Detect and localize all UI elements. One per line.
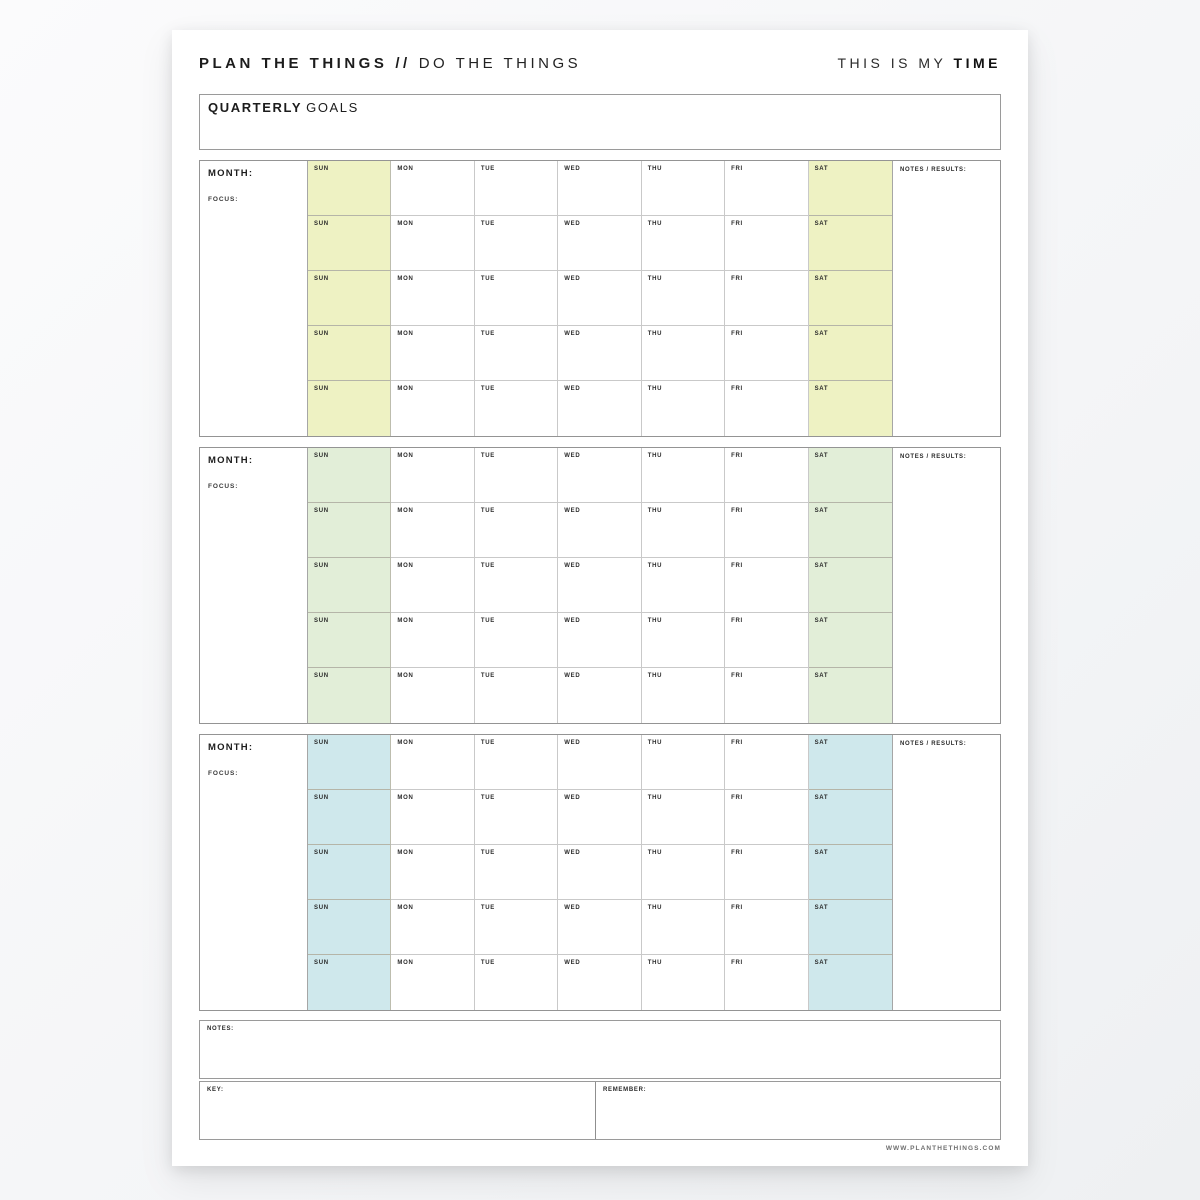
day-cell-mon-week-3	[391, 558, 474, 613]
day-cell-sat-week-4	[809, 326, 892, 381]
day-cell-mon-week-2	[391, 790, 474, 845]
day-label: THU	[647, 563, 663, 569]
day-cell-thu-week-3	[642, 271, 725, 326]
day-label: THU	[647, 795, 663, 801]
day-cell-mon-week-4	[391, 900, 474, 955]
month-section-2-green	[199, 447, 1001, 724]
notes-results-label: NOTES / RESULTS:	[900, 454, 967, 460]
day-label: SUN	[314, 221, 329, 227]
day-cell-fri-week-3	[725, 558, 808, 613]
day-cell-sun-week-5	[308, 381, 391, 436]
day-label: MON	[397, 331, 414, 337]
day-label: SAT	[814, 618, 829, 624]
week-grid	[308, 448, 892, 723]
day-label: SUN	[314, 508, 329, 514]
tagline	[838, 55, 1002, 71]
day-label: TUE	[480, 166, 495, 172]
day-cell-thu-week-4	[642, 900, 725, 955]
day-cell-sun-week-3	[308, 845, 391, 900]
day-label: WED	[564, 166, 581, 172]
day-label: SUN	[314, 795, 329, 801]
day-cell-sun-week-4	[308, 326, 391, 381]
day-cell-wed-week-4	[558, 326, 641, 381]
day-cell-tue-week-3	[475, 558, 558, 613]
day-label: WED	[564, 960, 581, 966]
day-label: WED	[564, 905, 581, 911]
day-label: MON	[397, 905, 414, 911]
day-cell-mon-week-2	[391, 503, 474, 558]
day-label: FRI	[731, 673, 743, 679]
day-label: THU	[647, 221, 663, 227]
day-cell-sat-week-2	[809, 790, 892, 845]
day-cell-fri-week-2	[725, 216, 808, 271]
day-cell-sun-week-5	[308, 955, 391, 1010]
day-cell-tue-week-5	[475, 381, 558, 436]
day-label: SUN	[314, 331, 329, 337]
day-label: SAT	[814, 386, 829, 392]
day-cell-thu-week-1	[642, 448, 725, 503]
day-label: WED	[564, 331, 581, 337]
day-cell-wed-week-2	[558, 216, 641, 271]
day-label: MON	[397, 563, 414, 569]
day-cell-thu-week-3	[642, 845, 725, 900]
day-label: FRI	[731, 166, 743, 172]
day-label: MON	[397, 221, 414, 227]
key-box	[200, 1082, 596, 1139]
day-cell-sat-week-1	[809, 448, 892, 503]
day-label: THU	[647, 740, 663, 746]
day-label: THU	[647, 276, 663, 282]
notes-results-column	[892, 448, 1000, 723]
tagline-light: THIS IS MY	[837, 55, 947, 71]
focus-label: FOCUS:	[208, 196, 239, 203]
quarterly-goals-label-light: GOALS	[306, 100, 359, 115]
day-cell-mon-week-5	[391, 668, 474, 723]
day-cell-mon-week-3	[391, 271, 474, 326]
day-label: FRI	[731, 563, 743, 569]
day-cell-sat-week-3	[809, 271, 892, 326]
day-cell-sat-week-5	[809, 955, 892, 1010]
day-cell-fri-week-5	[725, 668, 808, 723]
day-cell-wed-week-3	[558, 558, 641, 613]
day-cell-sun-week-2	[308, 790, 391, 845]
day-cell-tue-week-4	[475, 613, 558, 668]
day-label: FRI	[731, 795, 743, 801]
website-url: WWW.PLANTHETHINGS.COM	[885, 1145, 1001, 1152]
day-label: SAT	[814, 795, 829, 801]
planner-poster	[172, 30, 1028, 1166]
day-label: WED	[564, 386, 581, 392]
day-label: THU	[647, 673, 663, 679]
day-label: SAT	[814, 905, 829, 911]
month-sections	[199, 160, 1001, 1011]
day-label: MON	[397, 740, 414, 746]
day-label: THU	[647, 166, 663, 172]
day-cell-thu-week-1	[642, 735, 725, 790]
day-label: TUE	[480, 453, 495, 459]
remember-box	[596, 1082, 1000, 1139]
day-cell-thu-week-3	[642, 558, 725, 613]
day-cell-sat-week-1	[809, 161, 892, 216]
quarterly-goals-box	[199, 94, 1001, 150]
day-label: SAT	[814, 166, 829, 172]
notes-box	[199, 1020, 1001, 1079]
day-cell-sun-week-1	[308, 735, 391, 790]
day-cell-tue-week-4	[475, 900, 558, 955]
day-cell-mon-week-1	[391, 161, 474, 216]
day-cell-sun-week-3	[308, 271, 391, 326]
day-label: TUE	[480, 331, 495, 337]
day-label: SAT	[814, 331, 829, 337]
day-label: SAT	[814, 508, 829, 514]
day-cell-thu-week-1	[642, 161, 725, 216]
day-cell-tue-week-3	[475, 271, 558, 326]
day-label: TUE	[480, 508, 495, 514]
day-label: MON	[397, 453, 414, 459]
day-cell-sat-week-1	[809, 735, 892, 790]
day-cell-sun-week-5	[308, 668, 391, 723]
day-label: TUE	[480, 740, 495, 746]
key-remember-box	[199, 1081, 1001, 1140]
month-section-1-yellow	[199, 160, 1001, 437]
day-label: FRI	[731, 960, 743, 966]
day-label: SUN	[314, 960, 329, 966]
day-cell-wed-week-3	[558, 271, 641, 326]
day-label: SUN	[314, 905, 329, 911]
day-label: TUE	[480, 960, 495, 966]
day-cell-wed-week-5	[558, 668, 641, 723]
day-cell-thu-week-5	[642, 381, 725, 436]
day-label: THU	[647, 960, 663, 966]
day-cell-thu-week-5	[642, 955, 725, 1010]
day-cell-mon-week-3	[391, 845, 474, 900]
day-cell-tue-week-2	[475, 503, 558, 558]
day-cell-tue-week-4	[475, 326, 558, 381]
day-label: THU	[647, 618, 663, 624]
day-label: SUN	[314, 276, 329, 282]
day-label: WED	[564, 276, 581, 282]
day-label: SUN	[314, 673, 329, 679]
notes-results-label: NOTES / RESULTS:	[900, 167, 967, 173]
day-cell-fri-week-1	[725, 448, 808, 503]
day-cell-thu-week-4	[642, 326, 725, 381]
month-label: MONTH:	[208, 168, 254, 179]
focus-label: FOCUS:	[208, 770, 239, 777]
day-label: SUN	[314, 166, 329, 172]
day-label: WED	[564, 795, 581, 801]
day-cell-sun-week-4	[308, 900, 391, 955]
day-label: MON	[397, 795, 414, 801]
day-label: SUN	[314, 453, 329, 459]
day-cell-fri-week-5	[725, 381, 808, 436]
brand-title-light: DO THE THINGS	[418, 55, 582, 72]
day-cell-wed-week-5	[558, 381, 641, 436]
day-cell-sun-week-1	[308, 448, 391, 503]
day-cell-mon-week-4	[391, 326, 474, 381]
day-cell-tue-week-3	[475, 845, 558, 900]
day-label: MON	[397, 960, 414, 966]
day-cell-wed-week-1	[558, 735, 641, 790]
day-cell-mon-week-1	[391, 735, 474, 790]
day-cell-fri-week-3	[725, 845, 808, 900]
day-cell-fri-week-1	[725, 161, 808, 216]
month-label: MONTH:	[208, 455, 254, 466]
day-cell-fri-week-3	[725, 271, 808, 326]
day-label: SAT	[814, 850, 829, 856]
quarterly-goals-label	[208, 100, 992, 115]
week-grid	[308, 161, 892, 436]
day-label: MON	[397, 673, 414, 679]
day-label: SAT	[814, 960, 829, 966]
day-cell-sun-week-4	[308, 613, 391, 668]
day-cell-mon-week-5	[391, 381, 474, 436]
week-grid	[308, 735, 892, 1010]
day-label: WED	[564, 673, 581, 679]
day-label: WED	[564, 618, 581, 624]
quarterly-goals-label-bold: QUARTERLY	[208, 100, 303, 115]
day-cell-tue-week-2	[475, 216, 558, 271]
day-cell-mon-week-2	[391, 216, 474, 271]
day-cell-tue-week-2	[475, 790, 558, 845]
month-header-cell	[200, 735, 308, 1010]
day-cell-wed-week-5	[558, 955, 641, 1010]
day-cell-tue-week-5	[475, 668, 558, 723]
day-label: THU	[647, 453, 663, 459]
day-label: MON	[397, 850, 414, 856]
day-cell-thu-week-5	[642, 668, 725, 723]
day-label: SAT	[814, 453, 829, 459]
day-label: THU	[647, 905, 663, 911]
day-label: SUN	[314, 850, 329, 856]
day-label: TUE	[480, 673, 495, 679]
day-cell-sun-week-2	[308, 216, 391, 271]
day-label: SAT	[814, 740, 829, 746]
day-cell-tue-week-1	[475, 448, 558, 503]
focus-label: FOCUS:	[208, 483, 239, 490]
notes-results-column	[892, 161, 1000, 436]
day-cell-wed-week-2	[558, 790, 641, 845]
day-cell-sun-week-2	[308, 503, 391, 558]
day-cell-sat-week-3	[809, 845, 892, 900]
day-cell-wed-week-3	[558, 845, 641, 900]
day-label: MON	[397, 618, 414, 624]
day-cell-wed-week-4	[558, 613, 641, 668]
day-label: WED	[564, 740, 581, 746]
day-label: MON	[397, 386, 414, 392]
day-cell-fri-week-4	[725, 900, 808, 955]
brand-title	[199, 55, 581, 72]
day-label: FRI	[731, 740, 743, 746]
day-label: THU	[647, 386, 663, 392]
day-label: FRI	[731, 386, 743, 392]
day-cell-fri-week-2	[725, 503, 808, 558]
day-label: TUE	[480, 905, 495, 911]
day-label: FRI	[731, 276, 743, 282]
day-cell-mon-week-5	[391, 955, 474, 1010]
month-section-3-blue	[199, 734, 1001, 1011]
day-label: TUE	[480, 618, 495, 624]
month-header-cell	[200, 448, 308, 723]
day-label: WED	[564, 453, 581, 459]
day-cell-thu-week-2	[642, 503, 725, 558]
day-cell-sat-week-4	[809, 613, 892, 668]
day-cell-tue-week-1	[475, 735, 558, 790]
day-cell-mon-week-1	[391, 448, 474, 503]
day-cell-fri-week-2	[725, 790, 808, 845]
key-label: KEY:	[207, 1087, 224, 1093]
day-label: THU	[647, 508, 663, 514]
day-label: TUE	[480, 386, 495, 392]
day-label: FRI	[731, 453, 743, 459]
day-label: FRI	[731, 618, 743, 624]
day-label: TUE	[480, 795, 495, 801]
notes-label: NOTES:	[207, 1026, 234, 1032]
day-cell-wed-week-4	[558, 900, 641, 955]
remember-label: REMEMBER:	[603, 1087, 647, 1093]
day-label: FRI	[731, 850, 743, 856]
day-label: SUN	[314, 563, 329, 569]
day-label: FRI	[731, 331, 743, 337]
day-label: SAT	[814, 673, 829, 679]
day-cell-sat-week-2	[809, 503, 892, 558]
brand-title-bold: PLAN THE THINGS	[199, 55, 388, 72]
day-label: WED	[564, 850, 581, 856]
day-label: FRI	[731, 508, 743, 514]
day-label: SAT	[814, 563, 829, 569]
day-cell-sun-week-1	[308, 161, 391, 216]
day-cell-sat-week-5	[809, 668, 892, 723]
day-cell-sat-week-3	[809, 558, 892, 613]
month-label: MONTH:	[208, 742, 254, 753]
day-label: MON	[397, 508, 414, 514]
day-label: WED	[564, 563, 581, 569]
day-cell-wed-week-1	[558, 448, 641, 503]
day-label: THU	[647, 850, 663, 856]
day-cell-thu-week-2	[642, 216, 725, 271]
day-label: THU	[647, 331, 663, 337]
day-label: TUE	[480, 276, 495, 282]
day-label: TUE	[480, 850, 495, 856]
day-cell-fri-week-5	[725, 955, 808, 1010]
day-label: WED	[564, 221, 581, 227]
day-cell-sat-week-2	[809, 216, 892, 271]
notes-results-label: NOTES / RESULTS:	[900, 741, 967, 747]
tagline-bold: TIME	[953, 55, 1001, 71]
day-label: TUE	[480, 563, 495, 569]
day-cell-sat-week-4	[809, 900, 892, 955]
day-label: MON	[397, 166, 414, 172]
month-header-cell	[200, 161, 308, 436]
day-label: TUE	[480, 221, 495, 227]
poster-header	[199, 55, 1001, 72]
day-label: MON	[397, 276, 414, 282]
day-cell-wed-week-2	[558, 503, 641, 558]
notes-results-column	[892, 735, 1000, 1010]
day-cell-mon-week-4	[391, 613, 474, 668]
day-cell-tue-week-1	[475, 161, 558, 216]
day-cell-fri-week-4	[725, 326, 808, 381]
day-label: SUN	[314, 386, 329, 392]
day-label: FRI	[731, 905, 743, 911]
day-label: FRI	[731, 221, 743, 227]
day-label: SUN	[314, 618, 329, 624]
day-label: WED	[564, 508, 581, 514]
brand-separator: //	[395, 55, 411, 72]
day-cell-thu-week-2	[642, 790, 725, 845]
day-cell-tue-week-5	[475, 955, 558, 1010]
day-cell-sat-week-5	[809, 381, 892, 436]
day-label: SAT	[814, 276, 829, 282]
day-cell-wed-week-1	[558, 161, 641, 216]
day-label: SAT	[814, 221, 829, 227]
day-cell-fri-week-4	[725, 613, 808, 668]
day-cell-fri-week-1	[725, 735, 808, 790]
day-cell-sun-week-3	[308, 558, 391, 613]
day-label: SUN	[314, 740, 329, 746]
day-cell-thu-week-4	[642, 613, 725, 668]
